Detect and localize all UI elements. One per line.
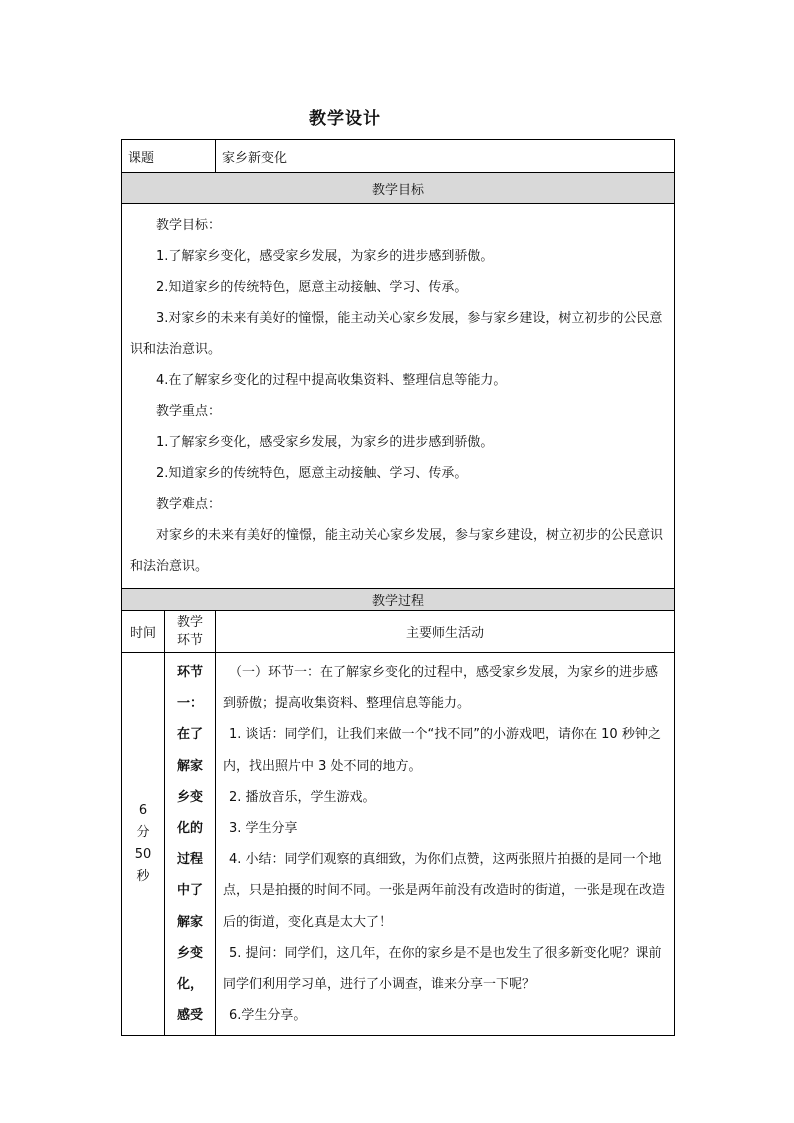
time-column-header: 时间: [122, 611, 165, 653]
topic-value: 家乡新变化: [216, 140, 675, 173]
document-title: 教学设计: [309, 109, 381, 129]
objective-line: 2.知道家乡的传统特色，愿意主动接触、学习、传承。: [156, 280, 468, 295]
time-cell: [122, 653, 165, 1036]
activity-line: （一）环节一：在了解家乡变化的过程中，感受家乡发展，为家乡的进步感到骄傲；提高收集资料、整理信息等能力。: [223, 665, 659, 712]
process-row: [122, 653, 675, 1036]
activity-line: 3. 学生分享: [229, 821, 298, 837]
objectives-heading-row: [122, 173, 675, 204]
stage-text: 解家: [177, 758, 204, 774]
stage-text: 过程: [177, 852, 204, 868]
stage-text: 乡变: [177, 945, 204, 961]
objective-line: 3.对家乡的未来有美好的憧憬，能主动关心家乡发展，参与家乡建设，树立初步的公民意识和法治意识。: [130, 311, 663, 357]
time-part: 50: [134, 847, 152, 863]
stage-text: 化，: [177, 977, 204, 993]
stage-text: 中了: [177, 883, 204, 899]
lesson-plan-table: [121, 139, 675, 1036]
objective-line: 1.了解家乡变化，感受家乡发展，为家乡的进步感到骄傲。: [156, 249, 494, 264]
difficulties-label: 教学难点：: [156, 497, 222, 512]
stage-cell: [165, 653, 216, 1036]
time-part: 分: [136, 825, 150, 841]
time-part: 6: [138, 803, 148, 819]
stage-text: 化的: [177, 821, 204, 837]
time-part: 秒: [136, 869, 150, 885]
stage-column-header: 教学环节: [165, 611, 216, 653]
activity-column-header: 主要师生活动: [216, 611, 675, 653]
process-heading: 教学过程: [122, 589, 675, 611]
stage-text: 一：: [177, 696, 204, 712]
key-points-label: 教学重点：: [156, 404, 222, 419]
objective-line: 对家乡的未来有美好的憧憬，能主动关心家乡发展，参与家乡建设，树立初步的公民意识和法治意识。: [130, 528, 664, 574]
activity-line: 2. 播放音乐，学生游戏。: [229, 789, 376, 805]
stage-text: 乡变: [177, 789, 204, 805]
activity-cell: [216, 653, 675, 1036]
process-header-row: [122, 611, 675, 653]
objective-line: 1.了解家乡变化，感受家乡发展，为家乡的进步感到骄傲。: [156, 435, 494, 450]
activity-line: 4. 小结：同学们观察的真细致，为你们点赞，这两张照片拍摄的是同一个地点，只是拍摄的时间不同。一张是两年前没有改造时的街道，一张是现在改造后的街道，变化真是太大了！: [223, 852, 666, 930]
stage-text: 在了: [177, 727, 204, 743]
objectives-row: [122, 204, 675, 589]
stage-text: 环节: [177, 665, 204, 680]
topic-row: [122, 140, 675, 173]
objective-line: 2.知道家乡的传统特色，愿意主动接触、学习、传承。: [156, 466, 468, 481]
activity-line: 6.学生分享。: [229, 1008, 307, 1024]
process-heading-row: [122, 589, 675, 611]
objective-line: 教学目标：: [156, 218, 222, 233]
activity-line: 1. 谈话：同学们，让我们来做一个“找不同”的小游戏吧，请你在 10 秒钟之内，找出照片中 3 处不同的地方。: [223, 727, 661, 774]
objectives-body: [122, 204, 675, 589]
stage-text: 解家: [177, 914, 204, 930]
objective-line: 4.在了解家乡变化的过程中提高收集资料、整理信息等能力。: [156, 373, 507, 388]
activity-line: 5. 提问：同学们，这几年，在你的家乡是不是也发生了很多新变化呢？课前同学们利用学习单，进行了小调查，谁来分享一下呢？: [223, 945, 662, 993]
objectives-heading: 教学目标: [122, 173, 675, 204]
stage-text: 感受: [177, 1008, 204, 1024]
topic-label: 课题: [122, 140, 216, 173]
